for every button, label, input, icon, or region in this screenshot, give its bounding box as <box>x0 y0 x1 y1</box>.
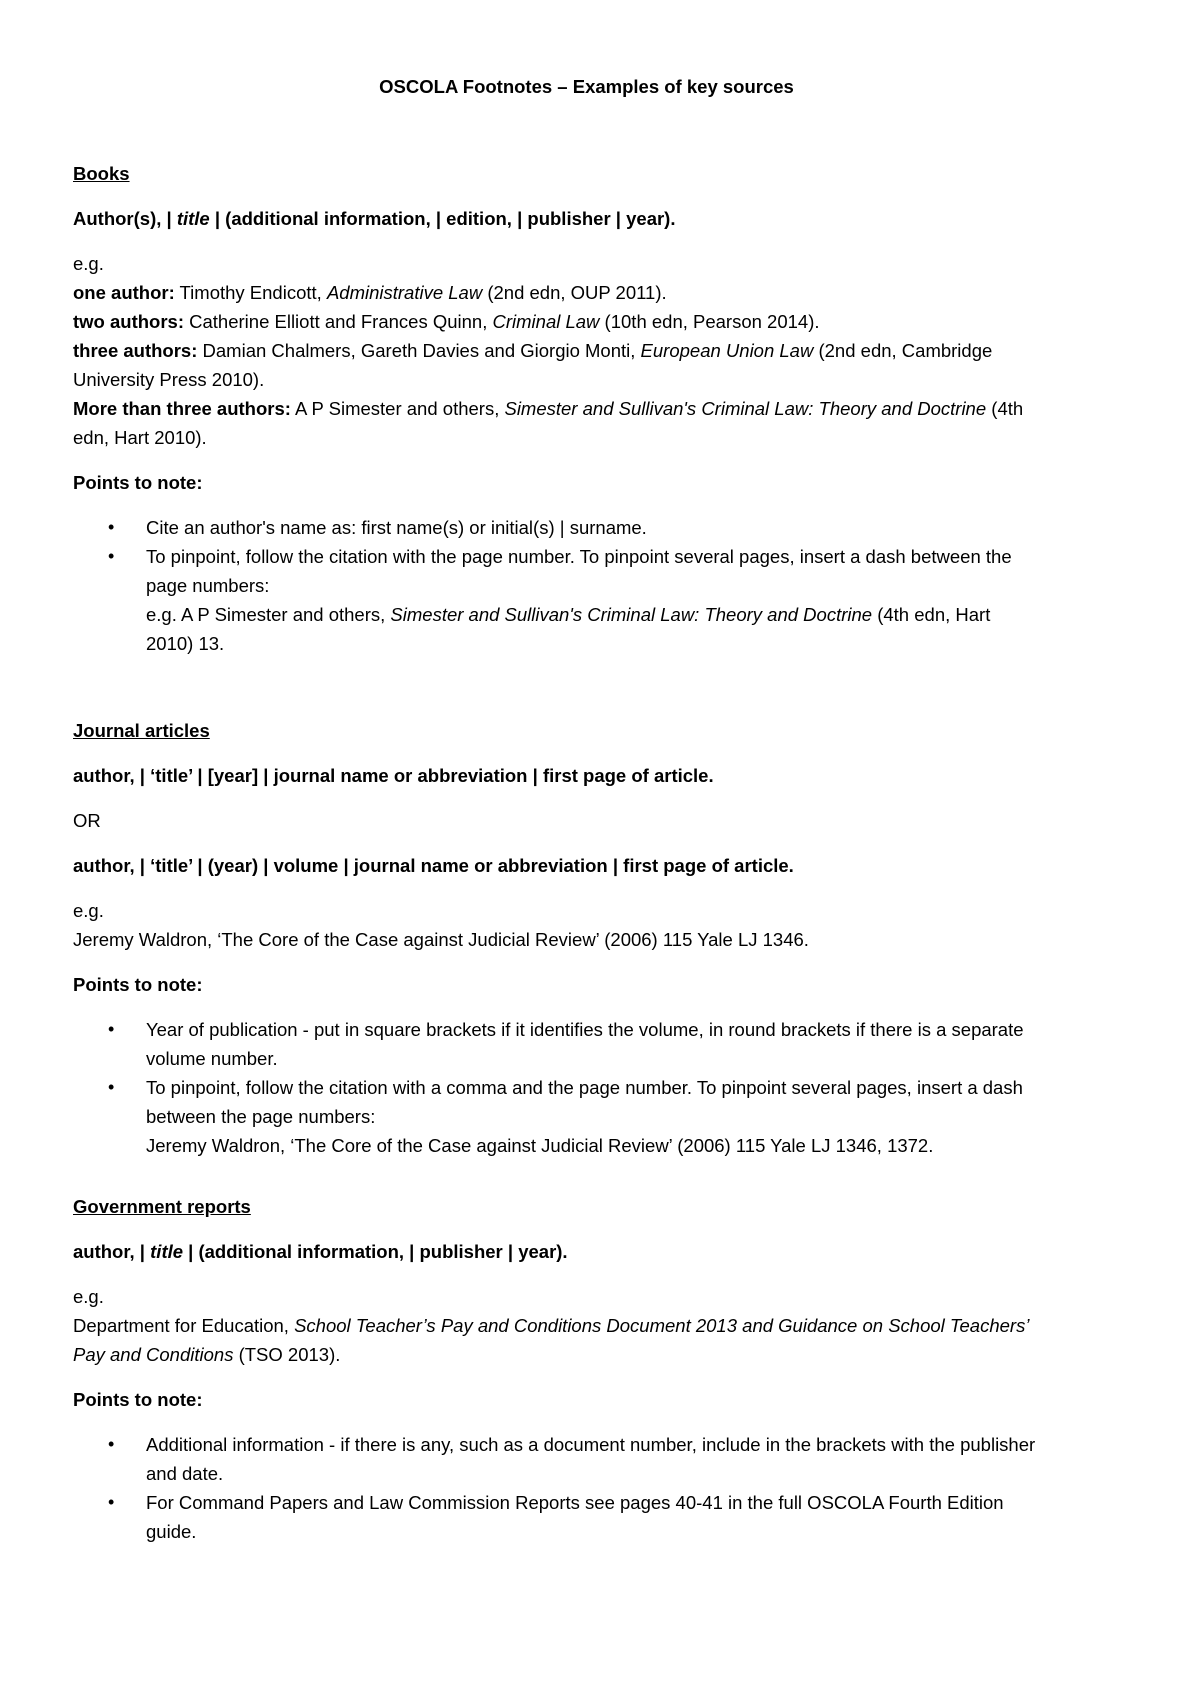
list-item: • Year of publication - put in square brackets if it identifies the volume, in round brackets if there is a separate volume number. <box>146 1015 1040 1073</box>
journals-pattern-round: author, | ‘title’ | (year) | volume | journal name or abbreviation | first page of article. <box>73 855 794 876</box>
journals-examples <box>73 896 1040 954</box>
list-item: • To pinpoint, follow the citation with the page number. To pinpoint several pages, insert a dash between the page numbers: e.g. A P Simester and others, Simester and Sullivan's Criminal Law: Theory and Doctrine (4th edn, Hart 2010) 13. <box>146 542 1040 658</box>
section-spacer <box>73 658 1040 716</box>
books-section <box>73 159 1040 658</box>
section-spacer <box>73 1160 1040 1192</box>
books-notes-heading: Points to note: <box>73 472 203 493</box>
journals-eg-label: e.g. <box>73 900 104 921</box>
government-examples <box>73 1282 1040 1369</box>
document-title: OSCOLA Footnotes – Examples of key sources <box>379 76 794 97</box>
books-example-two-authors: two authors: Catherine Elliott and Frances Quinn, Criminal Law (10th edn, Pearson 2014). <box>73 311 820 332</box>
list-item: • Additional information - if there is any, such as a document number, include in the brackets with the publisher and date. <box>146 1430 1040 1488</box>
journals-example: Jeremy Waldron, ‘The Core of the Case against Judicial Review’ (2006) 115 Yale LJ 1346. <box>73 929 809 950</box>
books-citation-pattern: Author(s), | title | (additional information, | edition, | publisher | year). <box>73 208 676 229</box>
bullet-icon: • <box>108 1434 115 1454</box>
government-section <box>73 1192 1040 1546</box>
list-item: • To pinpoint, follow the citation with a comma and the page number. To pinpoint several pages, insert a dash between the page numbers: Jeremy Waldron, ‘The Core of the Case against Judicial Review’ (2006) 115 Yale LJ 1346, 1372. <box>146 1073 1040 1160</box>
government-notes-list <box>73 1430 1040 1546</box>
government-citation-pattern: author, | title | (additional information, | publisher | year). <box>73 1241 568 1262</box>
bullet-icon: • <box>108 517 115 537</box>
journals-notes-heading: Points to note: <box>73 974 203 995</box>
government-pattern-title: title <box>150 1241 184 1262</box>
journals-heading: Journal articles <box>73 720 210 741</box>
bullet-icon: • <box>108 1077 115 1097</box>
books-eg-label: e.g. <box>73 253 104 274</box>
journals-or: OR <box>73 810 101 831</box>
list-item: • For Command Papers and Law Commission Reports see pages 40-41 in the full OSCOLA Fourth Edition guide. <box>146 1488 1040 1546</box>
books-example-more-authors: More than three authors: A P Simester and others, Simester and Sullivan's Criminal Law: Theory and Doctrine (4th edn, Hart 2010). <box>73 398 1024 448</box>
government-example: Department for Education, School Teacher’s Pay and Conditions Document 2013 and Guidance on School Teachers’ Pay and Conditions (TSO 2013). <box>73 1315 1029 1365</box>
books-pattern-title: title <box>176 208 210 229</box>
books-heading: Books <box>73 163 130 184</box>
bullet-icon: • <box>108 546 115 566</box>
journals-pattern-square: author, | ‘title’ | [year] | journal name or abbreviation | first page of article. <box>73 765 714 786</box>
journals-section <box>73 716 1040 1160</box>
books-examples <box>73 249 1040 452</box>
government-eg-label: e.g. <box>73 1286 104 1307</box>
books-notes-list <box>73 513 1040 658</box>
journals-notes-list <box>73 1015 1040 1160</box>
government-notes-heading: Points to note: <box>73 1389 203 1410</box>
bullet-icon: • <box>108 1019 115 1039</box>
bullet-icon: • <box>108 1492 115 1512</box>
books-example-three-authors: three authors: Damian Chalmers, Gareth Davies and Giorgio Monti, European Union Law (2nd edn, Cambridge University Press 2010). <box>73 340 993 390</box>
list-item: • Cite an author's name as: first name(s) or initial(s) | surname. <box>146 513 1040 542</box>
books-example-one-author: one author: Timothy Endicott, Administrative Law (2nd edn, OUP 2011). <box>73 282 667 303</box>
government-heading: Government reports <box>73 1196 251 1217</box>
